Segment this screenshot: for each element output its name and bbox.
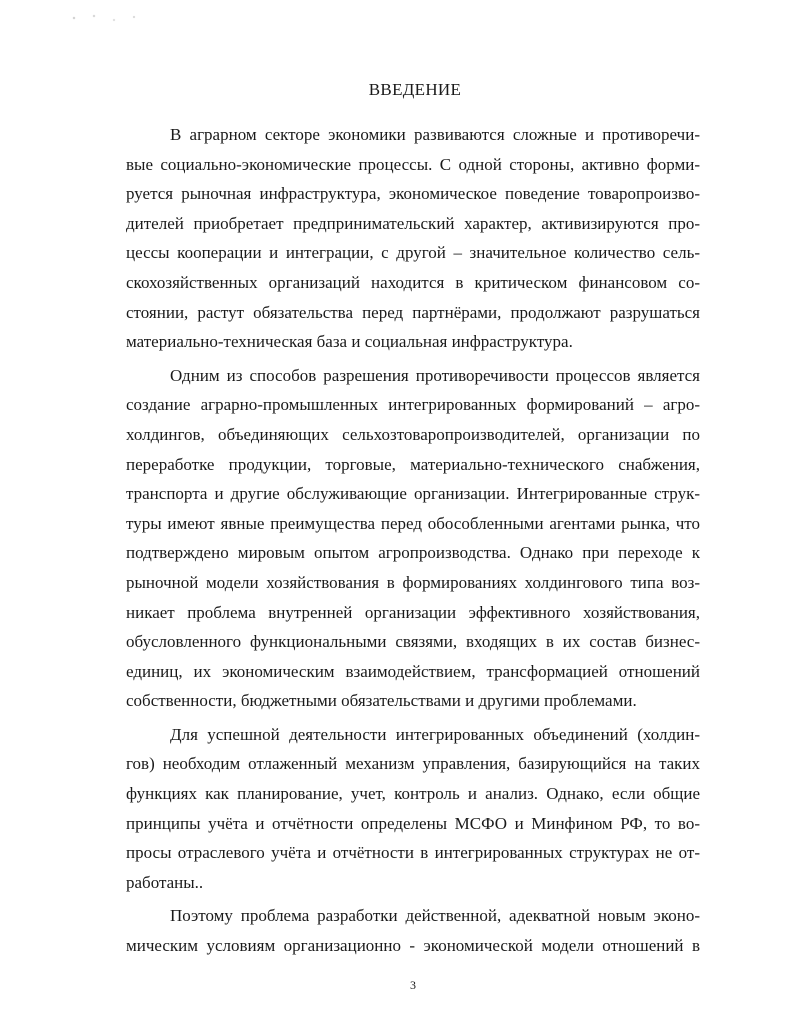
text-line: материально-техническая база и социальная инфраструктура. [126,332,573,352]
text-line: В аграрном секторе экономики развиваются сложные и противоречи- [170,125,700,144]
text-line: переработке продукции, торговые, материально-технического снабжения, [126,454,700,474]
text-line: просы отраслевого учёта и отчётности в интегрированных структурах не от- [126,843,700,863]
text-line: цессы кооперации и интеграции, с другой – значительное количество сель- [126,243,700,263]
text-line: туры имеют явные преимущества перед обособленными агентами рынка, что [126,513,700,533]
text-line: вые социально-экономические процессы. С одной стороны, активно форми- [126,154,700,174]
text-line: собственности, бюджетными обязательствами и другими проблемами. [126,691,637,711]
text-line: обусловленного функциональными связями, входящих в их состав бизнес- [126,632,700,652]
text-line: холдингов, объединяющих сельхозтоваропроизводителей, организации по [126,424,700,444]
body-text [126,120,700,965]
text-line: работаны.. [126,872,204,892]
text-line: гов) необходим отлаженный механизм управления, базирующийся на таких [126,754,700,774]
paragraph-3 [126,720,700,898]
text-line: стоянии, растут обязательства перед партнёрами, продолжают разрушаться [126,302,700,322]
text-line: подтверждено мировым опытом агропроизводства. Однако при переходе к [126,543,700,563]
text-line: дителей приобретает предпринимательский характер, активизируются про- [126,213,700,233]
page-title: ВВЕДЕНИЕ [368,80,462,99]
text-line: Поэтому проблема разработки действенной, адекватной новым эконо- [170,906,700,926]
text-line: транспорта и другие обслуживающие организации. Интегрированные струк- [126,484,700,504]
scan-artifact [66,8,146,28]
text-line: руется рыночная инфраструктура, экономическое поведение товаропроизво- [126,184,700,204]
text-line: Одним из способов разрешения противоречивости процессов является [170,365,700,385]
text-line: Для успешной деятельности интегрированных объединений (холдин- [170,724,700,744]
text-line: создание аграрно-промышленных интегрированных формирований – агро- [126,395,700,415]
text-line: функциях как планирование, учет, контроль и анализ. Однако, если общие [126,784,700,804]
text-line: мическим условиям организационно - экономической модели отношений в [126,936,700,956]
text-line: единиц, их экономическим взаимодействием, трансформацией отношений [126,661,700,681]
text-line: принципы учёта и отчётности определены МСФО и Минфином РФ, то во- [126,813,700,833]
paragraph-2 [126,361,700,716]
text-line: рыночной модели хозяйствования в формированиях холдингового типа воз- [126,572,700,592]
paragraph-4 [126,901,700,960]
paragraph-1 [126,120,700,357]
text-line: скохозяйственных организаций находится в критическом финансовом со- [126,272,700,292]
page-number: 3 [410,978,416,992]
text-line: никает проблема внутренней организации эффективного хозяйствования, [126,602,700,622]
